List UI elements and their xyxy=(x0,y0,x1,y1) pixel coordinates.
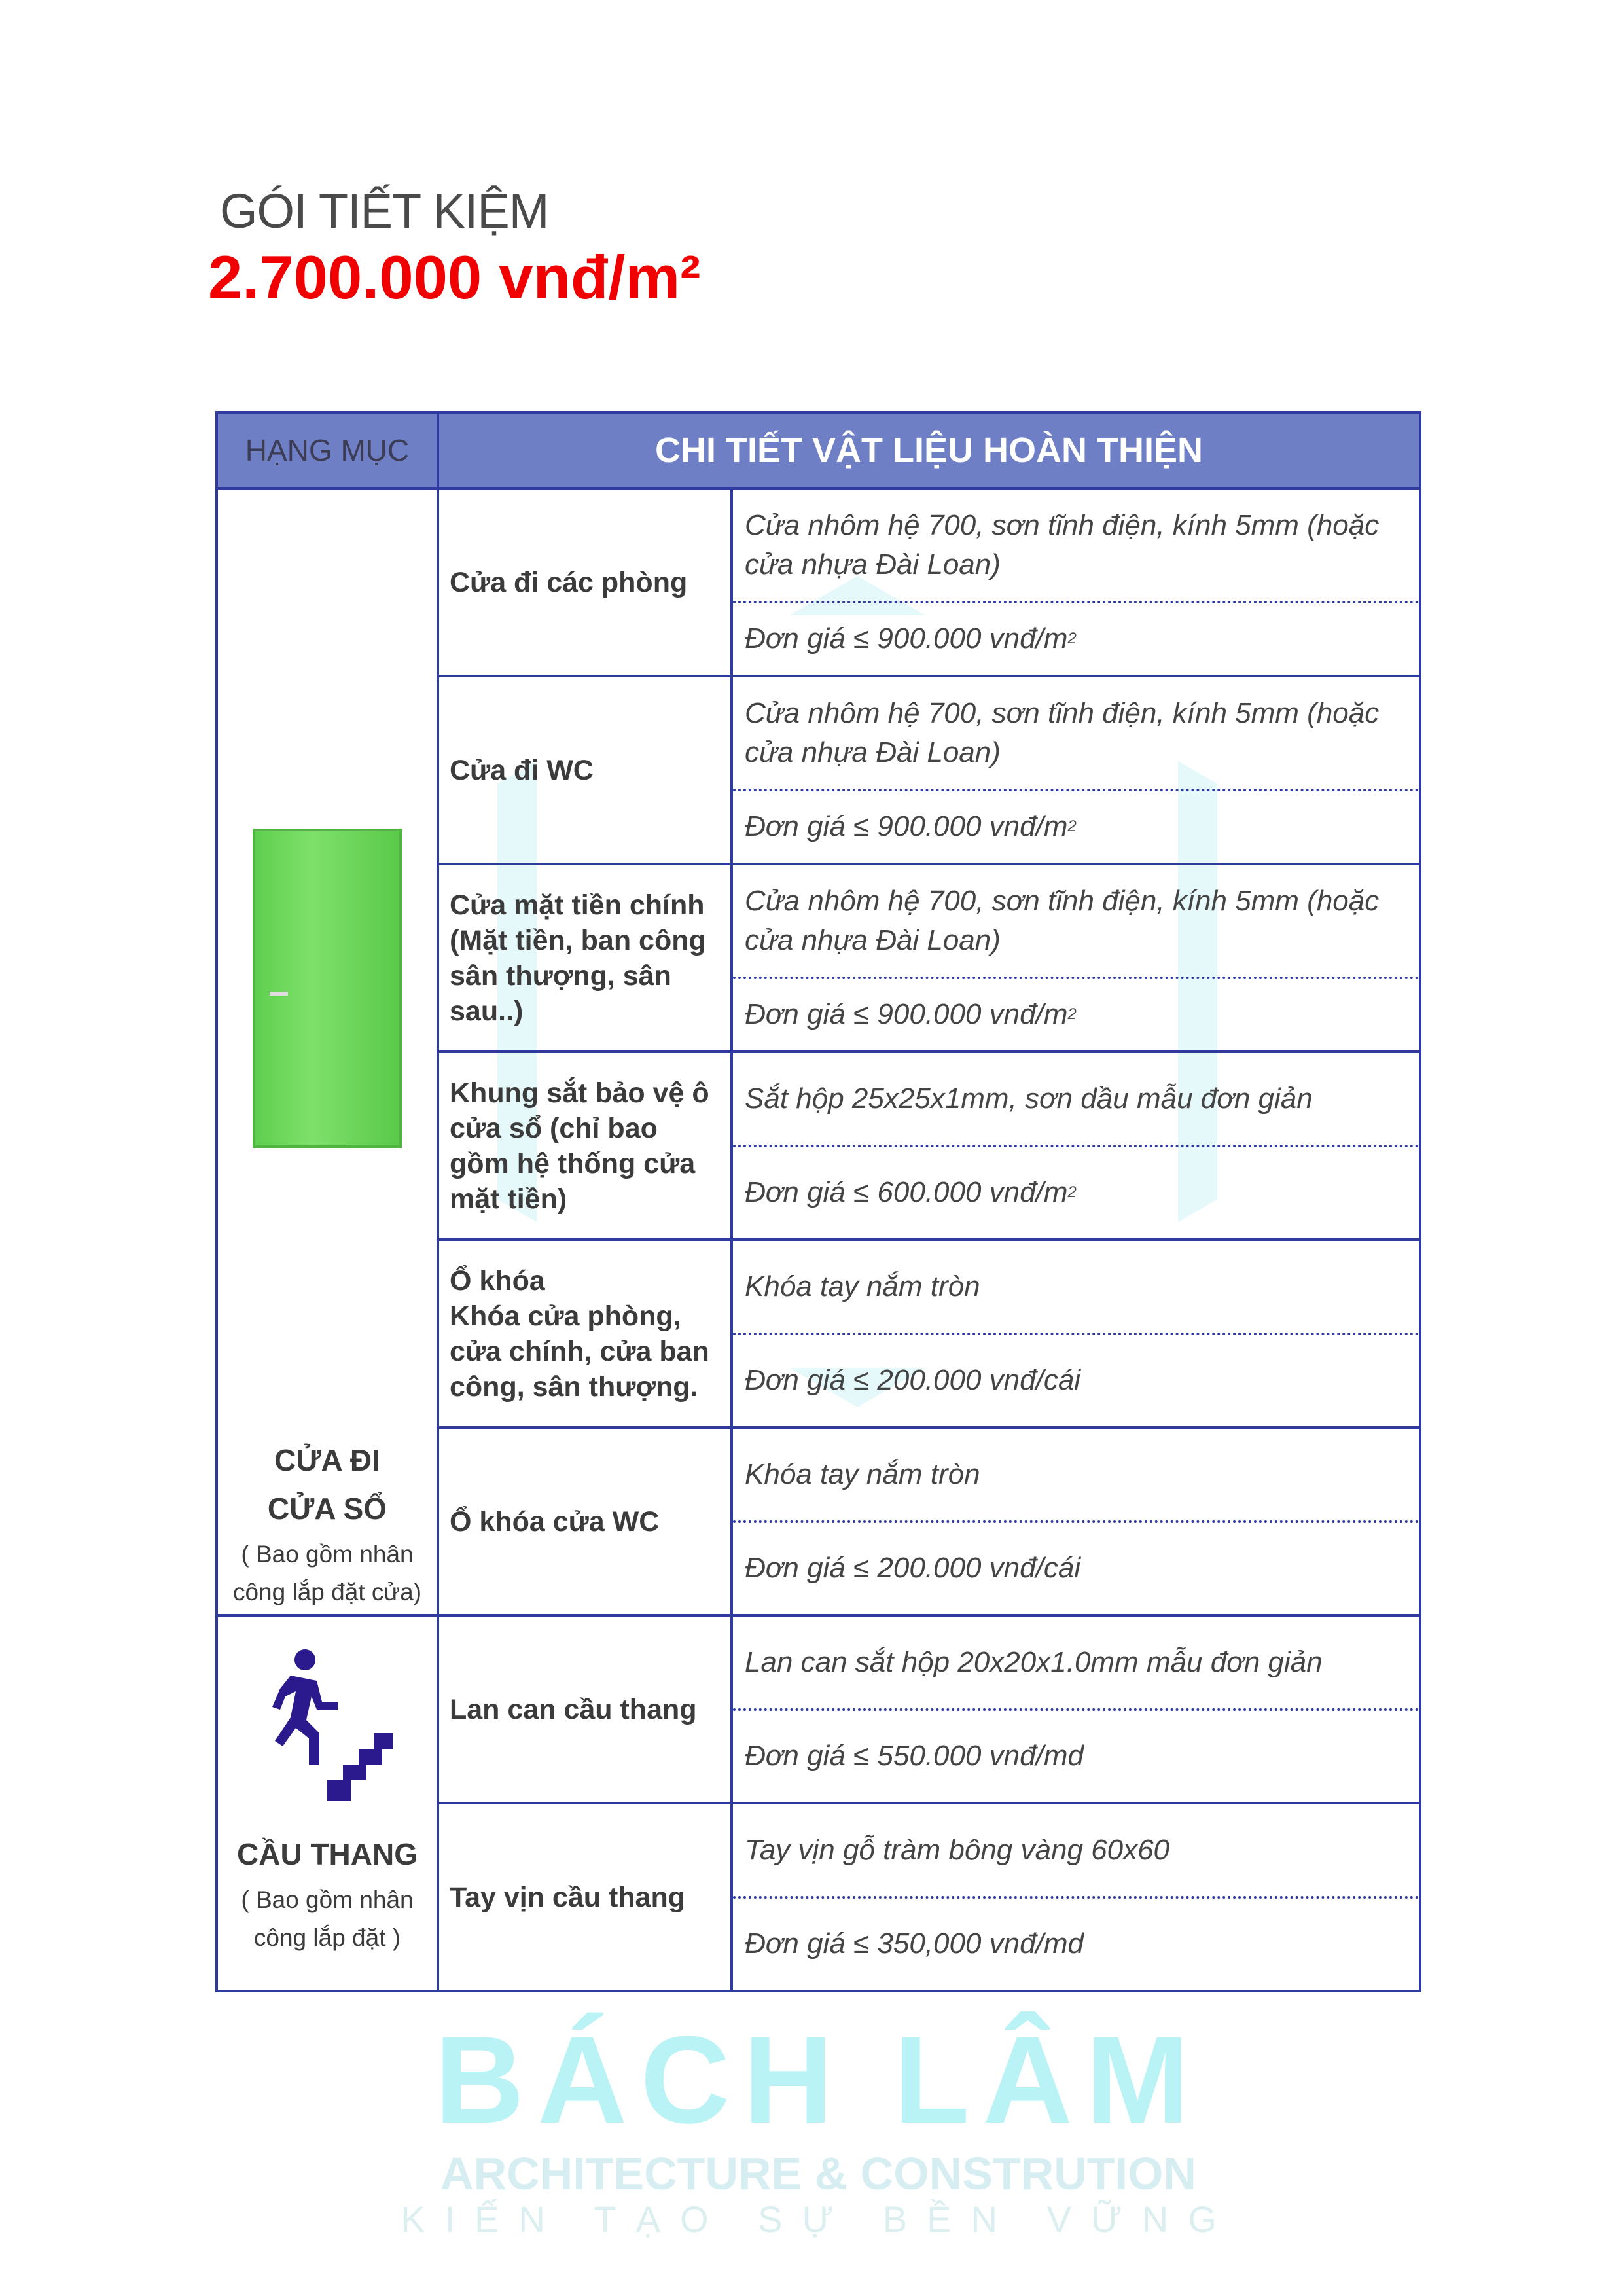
watermark xyxy=(215,2012,1421,2240)
item-description: Cửa nhôm hệ 700, sơn tĩnh điện, kính 5mm (hoặc cửa nhựa Đài Loan) xyxy=(733,490,1419,603)
table-header-row xyxy=(217,412,1420,488)
item-description: Tay vịn gỗ tràm bông vàng 60x60 xyxy=(733,1804,1419,1899)
unit-price-text: Đơn giá ≤ 600.000 vnđ/m xyxy=(745,1176,1068,1209)
category-name: CỬA SỔ xyxy=(267,1492,387,1526)
unit-price-text: Đơn giá ≤ 550.000 vnđ/md xyxy=(745,1740,1084,1772)
item-description: Cửa nhôm hệ 700, sơn tĩnh điện, kính 5mm (hoặc cửa nhựa Đài Loan) xyxy=(733,677,1419,791)
item-details xyxy=(732,864,1420,1052)
item-name: Cửa đi WC xyxy=(438,676,732,864)
item-description: Cửa nhôm hệ 700, sơn tĩnh điện, kính 5mm (hoặc cửa nhựa Đài Loan) xyxy=(733,865,1419,979)
watermark-tagline: ARCHITECTURE & CONSTRUTION xyxy=(440,2148,1196,2199)
unit-superscript: 2 xyxy=(1067,817,1077,836)
package-title: GÓI TIẾT KIỆM xyxy=(220,184,549,238)
item-description: Khóa tay nắm tròn xyxy=(733,1241,1419,1335)
item-name: Tay vịn cầu thang xyxy=(438,1803,732,1991)
item-details xyxy=(732,1615,1420,1803)
item-description: Sắt hộp 25x25x1mm, sơn dầu mẫu đơn giản xyxy=(733,1053,1419,1147)
item-details xyxy=(732,676,1420,864)
item-description: Lan can sắt hộp 20x20x1.0mm mẫu đơn giản xyxy=(733,1617,1419,1711)
table-row xyxy=(217,1615,1420,1803)
item-details xyxy=(732,1240,1420,1427)
column-header-details: CHI TIẾT VẬT LIỆU HOÀN THIỆN xyxy=(438,412,1420,488)
column-header-category: HẠNG MỤC xyxy=(217,412,438,488)
category-doors-windows xyxy=(217,488,438,1615)
unit-price-text: Đơn giá ≤ 200.000 vnđ/cái xyxy=(745,1364,1081,1397)
item-details xyxy=(732,488,1420,676)
category-stairs xyxy=(217,1615,438,1991)
item-unit-price xyxy=(733,1335,1419,1427)
package-price: 2.700.000 vnđ/m² xyxy=(208,243,701,312)
unit-price-text: Đơn giá ≤ 900.000 vnđ/m xyxy=(745,810,1068,843)
watermark-brand: BÁCH LÂM xyxy=(434,2011,1203,2149)
item-description: Khóa tay nắm tròn xyxy=(733,1429,1419,1523)
item-name: Ổ khóa cửa WC xyxy=(438,1427,732,1615)
unit-price-text: Đơn giá ≤ 900.000 vnđ/m xyxy=(745,998,1068,1031)
category-name: CỬA ĐI xyxy=(274,1443,380,1477)
item-details xyxy=(732,1427,1420,1615)
item-name: Lan can cầu thang xyxy=(438,1615,732,1803)
category-note: ( Bao gồm nhân công lắp đặt cửa) xyxy=(232,1541,422,1605)
item-name: Cửa mặt tiền chính (Mặt tiền, ban công sân thượng, sân sau..) xyxy=(438,864,732,1052)
unit-superscript: 2 xyxy=(1067,1183,1077,1202)
item-name: Ổ khóa Khóa cửa phòng, cửa chính, cửa ban công, sân thượng. xyxy=(438,1240,732,1427)
item-unit-price xyxy=(733,1711,1419,1803)
item-unit-price xyxy=(733,1147,1419,1239)
item-unit-price xyxy=(733,979,1419,1051)
item-unit-price xyxy=(733,791,1419,863)
watermark-slogan: KIẾN TẠO SỰ BỀN VỮNG xyxy=(401,2198,1236,2240)
unit-price-text: Đơn giá ≤ 900.000 vnđ/m xyxy=(745,622,1068,655)
unit-superscript: 2 xyxy=(1067,630,1077,648)
item-name: Khung sắt bảo vệ ô cửa sổ (chỉ bao gồm hệ thống cửa mặt tiền) xyxy=(438,1052,732,1240)
unit-price-text: Đơn giá ≤ 350,000 vnđ/md xyxy=(745,1928,1084,1960)
materials-table xyxy=(215,411,1421,1992)
item-details xyxy=(732,1803,1420,1991)
item-unit-price xyxy=(733,1523,1419,1615)
item-details xyxy=(732,1052,1420,1240)
item-unit-price xyxy=(733,1899,1419,1990)
unit-superscript: 2 xyxy=(1067,1005,1077,1024)
door-icon xyxy=(253,829,402,1148)
item-unit-price xyxy=(733,603,1419,675)
content xyxy=(215,411,1421,2240)
category-note: ( Bao gồm nhân công lắp đặt ) xyxy=(241,1886,414,1951)
item-name: Cửa đi các phòng xyxy=(438,488,732,676)
unit-price-text: Đơn giá ≤ 200.000 vnđ/cái xyxy=(745,1552,1081,1585)
category-name: CẦU THANG xyxy=(237,1837,418,1871)
table-row xyxy=(217,488,1420,676)
stairs-icon xyxy=(262,1647,393,1804)
